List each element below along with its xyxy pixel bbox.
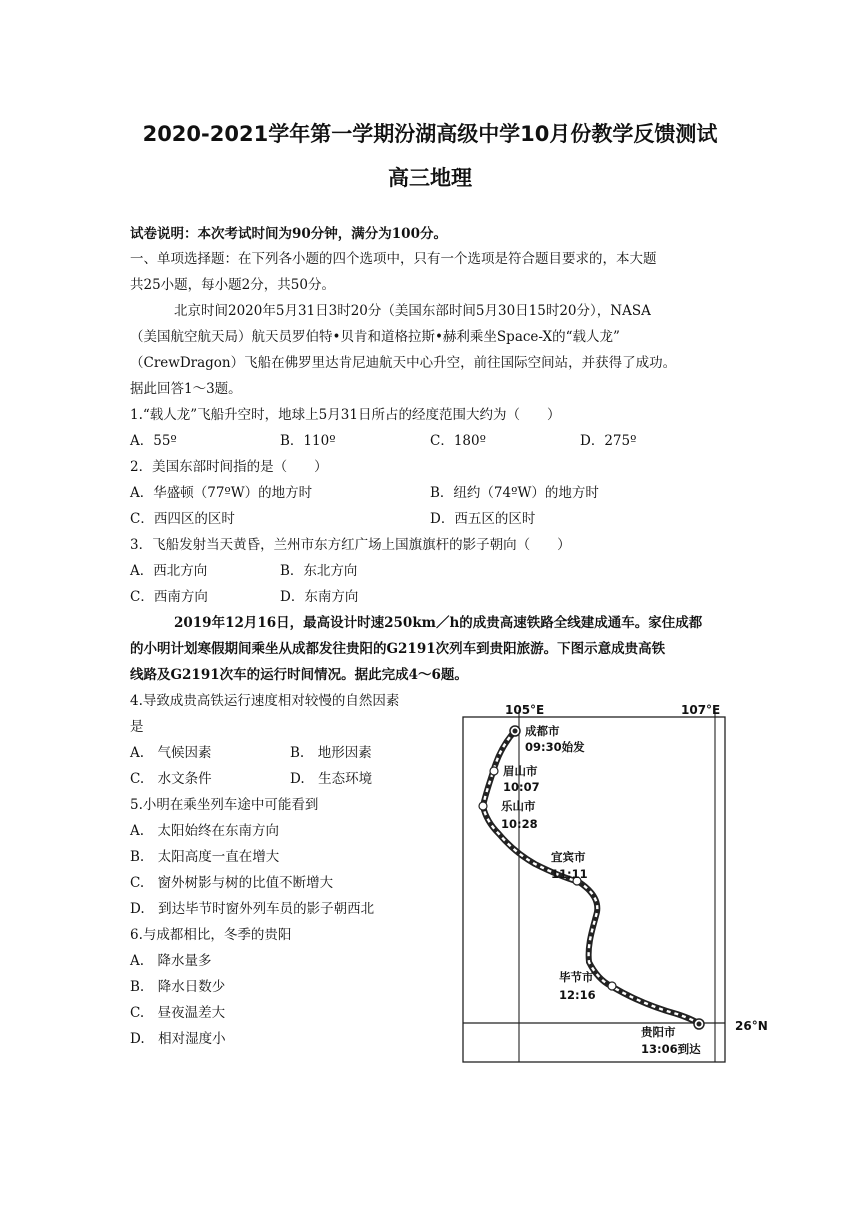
station-chengdu-name: 成都市 (525, 724, 560, 738)
q4-option-c: C. 水文条件 (130, 771, 212, 787)
lat-label-26: 26°N (735, 1019, 768, 1033)
q5-stem: 5.小明在乘坐列车途中可能看到 (130, 797, 319, 813)
passage1-line2: （美国航空航天局）航天员罗伯特•贝肯和道格拉斯•赫利乘坐Space-X的“载人龙” (130, 329, 620, 345)
q4-option-b: B. 地形因素 (290, 745, 372, 761)
station-bijie-name: 毕节市 (559, 970, 594, 984)
station-leshan-time: 10:28 (501, 817, 538, 831)
q2-option-d: D．西五区的区时 (430, 511, 536, 527)
passage2-line3: 线路及G2191次车的运行时间情况。据此完成4～6题。 (130, 667, 468, 683)
q1-stem: 1.“载人龙”飞船升空时，地球上5月31日所占的经度范围大约为（ ） (130, 407, 561, 423)
section-heading-line1: 一、单项选择题：在下列各小题的四个选项中，只有一个选项是符合题目要求的，本大题 (130, 251, 657, 267)
railway-map (455, 700, 785, 1070)
q4-stem-line2: 是 (130, 719, 144, 735)
lon-label-107: 107°E (681, 703, 721, 717)
q5-option-a: A. 太阳始终在东南方向 (130, 823, 280, 839)
q3-stem: 3．飞船发射当天黄昏，兰州市东方红广场上国旗旗杆的影子朝向（ ） (130, 537, 571, 553)
exam-note: 试卷说明：本次考试时间为90分钟，满分为100分。 (130, 226, 447, 242)
q4-stem-line1: 4.导致成贵高铁运行速度相对较慢的自然因素 (130, 693, 400, 709)
station-yibin-time: 11:11 (551, 867, 588, 881)
q4-option-d: D. 生态环境 (290, 771, 373, 787)
q2-option-c: C．西四区的区时 (130, 511, 235, 527)
q2-stem: 2．美国东部时间指的是（ ） (130, 459, 328, 475)
q6-option-d: D. 相对湿度小 (130, 1031, 226, 1047)
q5-option-c: C. 窗外树影与树的比值不断增大 (130, 875, 334, 891)
q1-option-c: C．180º (430, 433, 486, 449)
station-guiyang-dot (697, 1022, 702, 1027)
station-meishan-name: 眉山市 (503, 764, 538, 778)
passage1-line3: （CrewDragon）飞船在佛罗里达肯尼迪航天中心升空，前往国际空间站，并获得了成功。 (130, 355, 677, 371)
q1-option-b: B．110º (280, 433, 336, 449)
station-leshan-marker (479, 802, 487, 810)
q4-option-a: A. 气候因素 (130, 745, 212, 761)
passage2-line2: 的小明计划寒假期间乘坐从成都发往贵阳的G2191次列车到贵阳旅游。下图示意成贵高铁 (130, 641, 666, 657)
q5-option-b: B. 太阳高度一直在增大 (130, 849, 280, 865)
station-meishan-time: 10:07 (503, 780, 540, 794)
passage1-line1: 北京时间2020年5月31日3时20分（美国东部时间5月30日15时20分），NASA (174, 303, 651, 319)
station-bijie-marker (608, 982, 616, 990)
q6-stem: 6.与成都相比，冬季的贵阳 (130, 927, 292, 943)
station-leshan-name: 乐山市 (501, 799, 536, 813)
station-meishan-marker (490, 767, 498, 775)
lon-label-105: 105°E (505, 703, 545, 717)
station-chengdu-dot (513, 729, 518, 734)
q1-option-d: D．275º (580, 433, 637, 449)
station-guiyang-time: 13:06到达 (641, 1042, 701, 1056)
exam-title: 2020-2021学年第一学期汾湖高级中学10月份教学反馈测试 (142, 122, 718, 146)
q6-option-a: A. 降水量多 (130, 953, 212, 969)
station-chengdu-time: 09:30始发 (525, 740, 585, 754)
q3-option-a: A．西北方向 (130, 563, 208, 579)
exam-subtitle: 高三地理 (388, 166, 472, 190)
passage1-line4: 据此回答1～3题。 (130, 381, 242, 397)
q6-option-b: B. 降水日数少 (130, 979, 226, 995)
station-yibin-name: 宜宾市 (551, 850, 586, 864)
q2-option-a: A．华盛顿（77ºW）的地方时 (130, 485, 313, 501)
station-guiyang-name: 贵阳市 (641, 1025, 676, 1039)
q3-option-b: B．东北方向 (280, 563, 358, 579)
q3-option-d: D．东南方向 (280, 589, 359, 605)
section-heading-line2: 共25小题，每小题2分，共50分。 (130, 277, 335, 293)
q6-option-c: C. 昼夜温差大 (130, 1005, 226, 1021)
q5-option-d: D. 到达毕节时窗外列车员的影子朝西北 (130, 901, 375, 917)
q3-option-c: C．西南方向 (130, 589, 208, 605)
q1-option-a: A．55º (130, 433, 177, 449)
q2-option-b: B．纽约（74ºW）的地方时 (430, 485, 599, 501)
station-bijie-time: 12:16 (559, 988, 596, 1002)
passage2-line1: 2019年12月16日，最高设计时速250km／h的成贵高速铁路全线建成通车。家住成都 (174, 615, 703, 631)
